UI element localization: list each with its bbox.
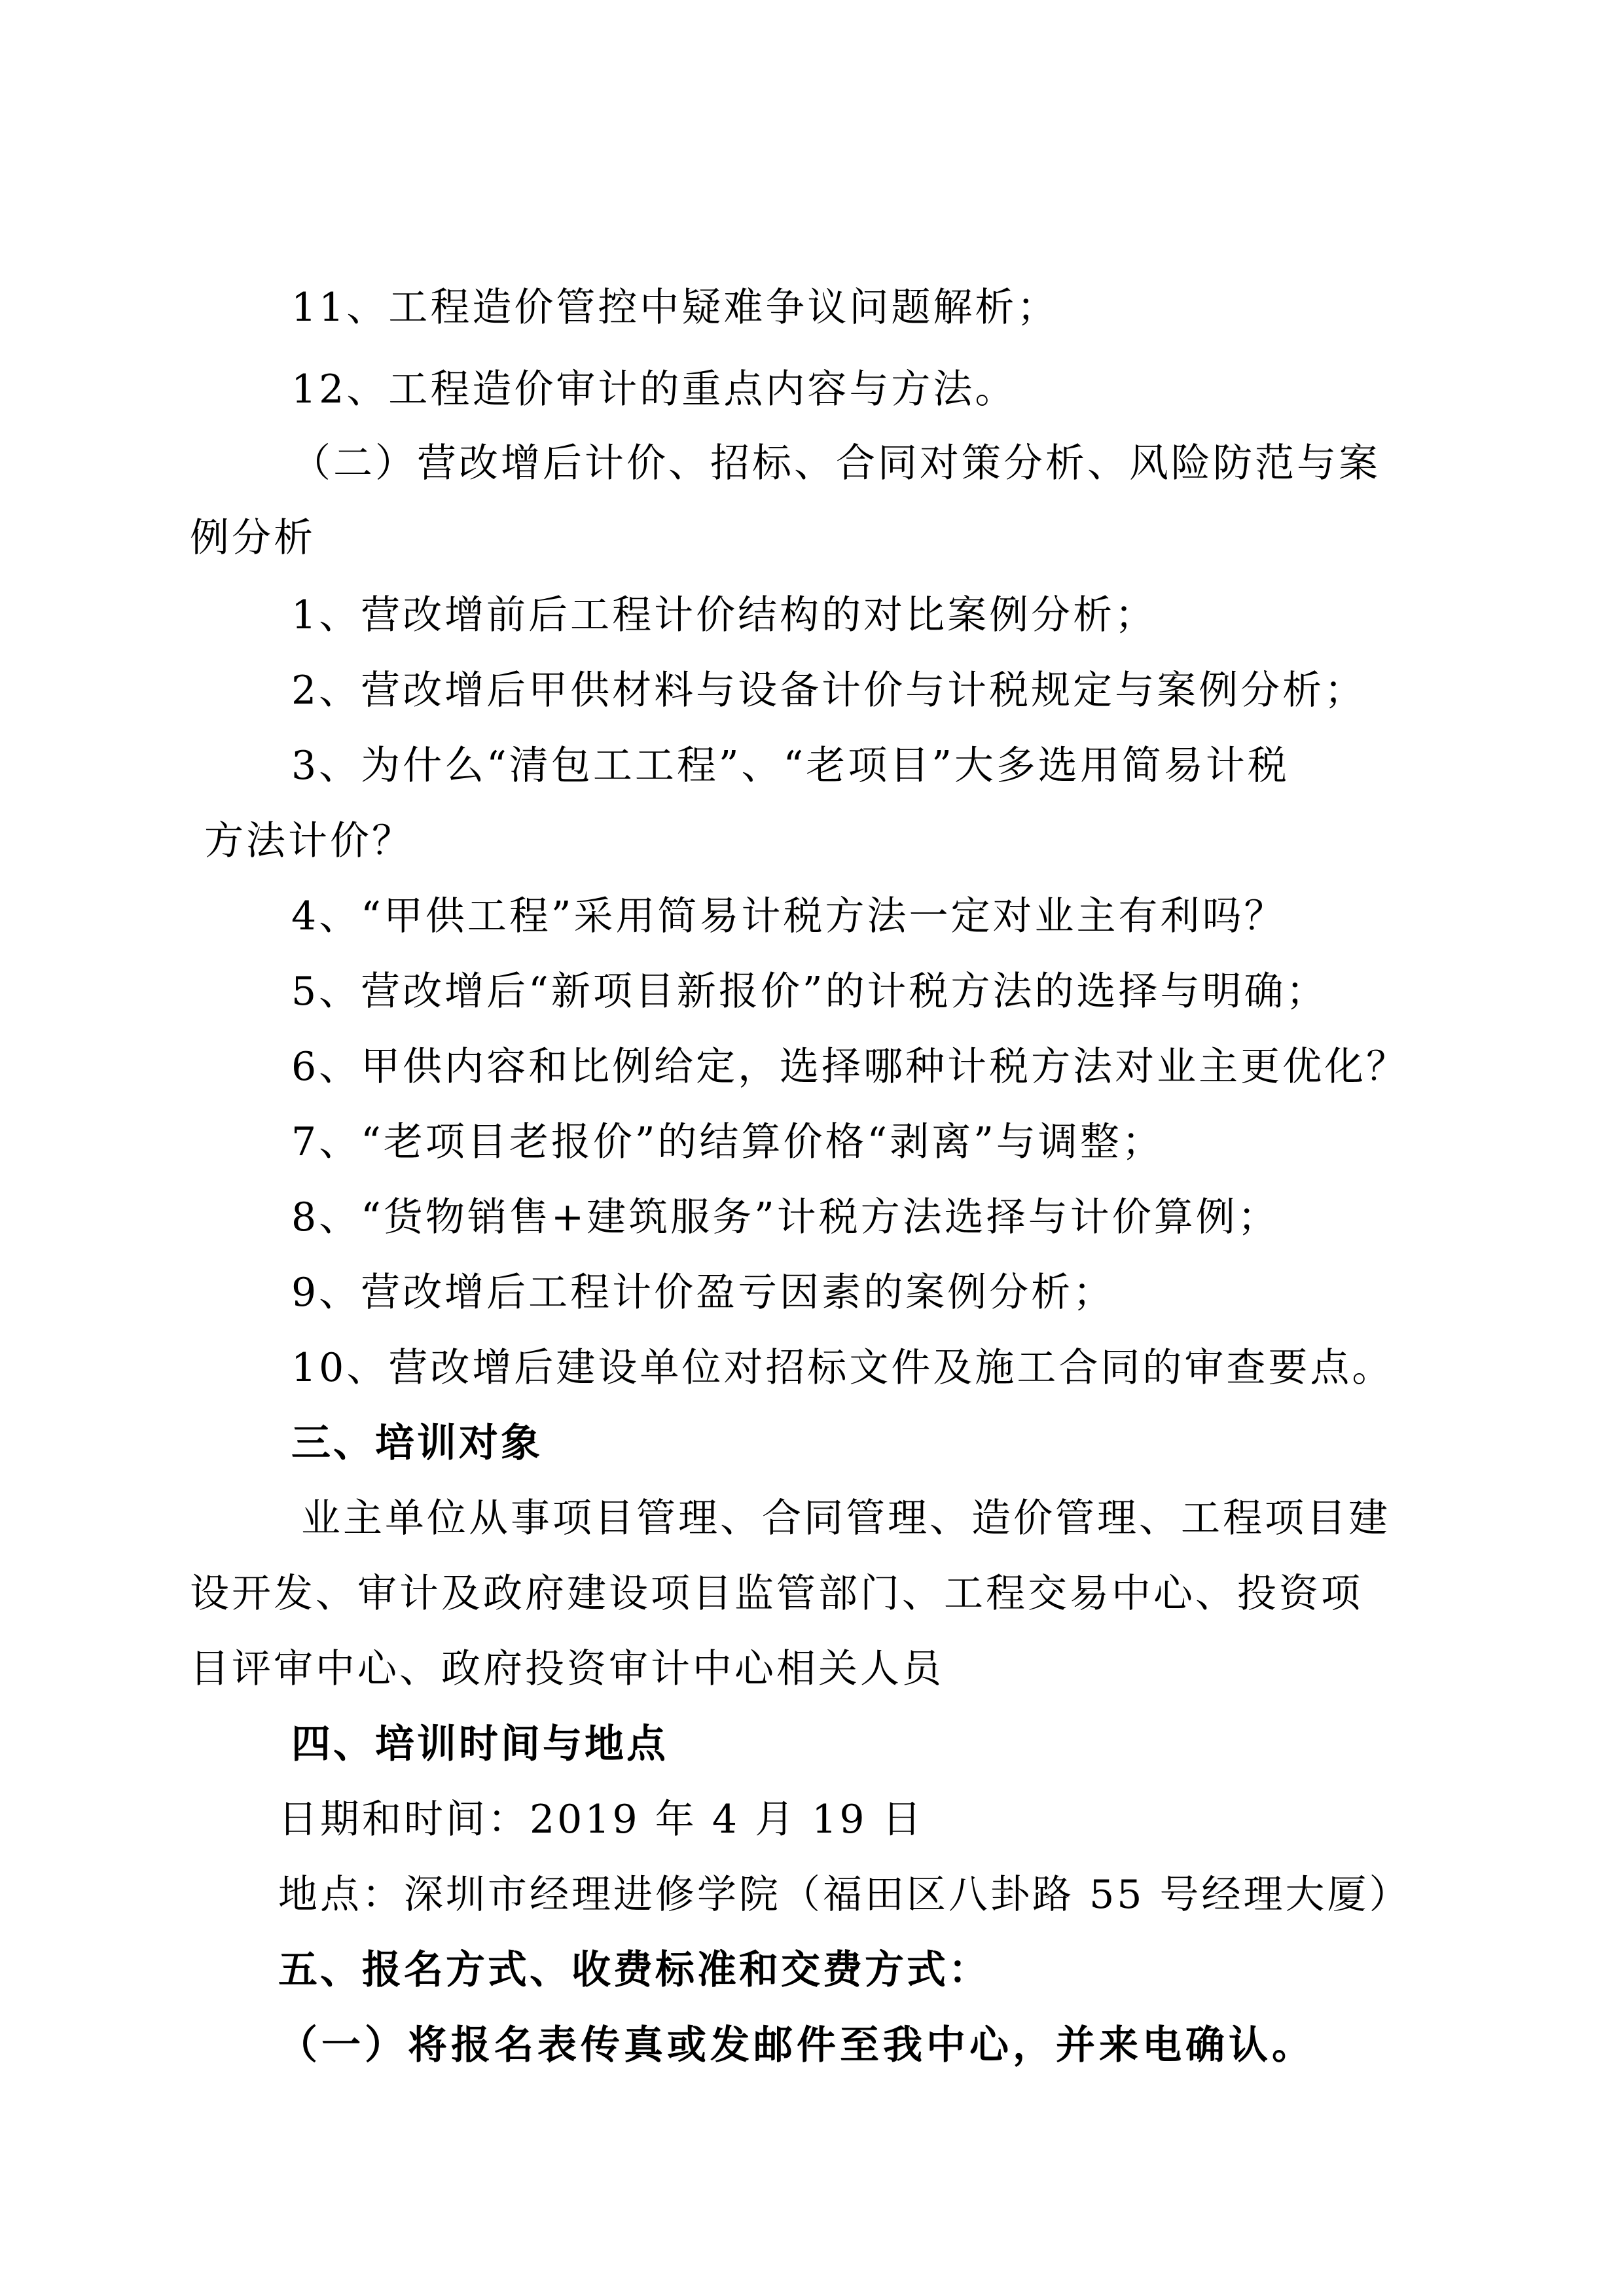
item-3-cont: 方法计价？ (204, 818, 414, 864)
item-11: 11、工程造价管控中疑难争议问题解析； (291, 285, 1059, 331)
item-3: 3、为什么“清包工工程”、“老项目”大多选用简易计税 (291, 743, 1290, 789)
section-five-heading: 五、报名方式、收费标准和交费方式： (278, 1947, 990, 1993)
item-6: 6、甲供内容和比例给定，选择哪种计税方法对业主更优化？ (291, 1044, 1409, 1090)
section-two-heading: （二）营改增后计价、招标、合同对策分析、风险防范与案 (291, 440, 1380, 486)
item-9: 9、营改增后工程计价盈亏因素的案例分析； (291, 1270, 1115, 1316)
item-12: 12、工程造价审计的重点内容与方法。 (291, 367, 1017, 412)
item-1: 1、营改增前后工程计价结构的对比案例分析； (291, 592, 1157, 638)
audience-line-1: 业主单位从事项目管理、合同管理、造价管理、工程项目建 (301, 1496, 1390, 1541)
item-7: 7、“老项目老报价”的结算价格“剥离”与调整； (291, 1119, 1164, 1165)
item-5: 5、营改增后“新项目新报价”的计税方法的选择与明确； (291, 969, 1328, 1014)
date-time-line: 日期和时间：2019 年 4 月 19 日 (278, 1797, 924, 1842)
item-10: 10、营改增后建设单位对招标文件及施工合同的审查要点。 (291, 1345, 1394, 1391)
section-two-heading-cont: 例分析 (190, 515, 316, 561)
section-four-heading: 四、培训时间与地点 (291, 1721, 668, 1767)
section-three-heading: 三、培训对象 (291, 1420, 543, 1466)
location-line: 地点：深圳市经理进修学院（福田区八卦路 55 号经理大厦） (278, 1872, 1411, 1918)
item-8: 8、“货物销售+建筑服务”计税方法选择与计价算例； (291, 1194, 1280, 1240)
registration-step-1: （一）将报名表传真或发邮件至我中心，并来电确认。 (278, 2022, 1315, 2068)
item-4: 4、“甲供工程”采用简易计税方法一定对业主有利吗？ (291, 893, 1286, 939)
audience-line-2: 设开发、审计及政府建设项目监管部门、工程交易中心、投资项 (190, 1571, 1363, 1617)
item-2: 2、营改增后甲供材料与设备计价与计税规定与案例分析； (291, 668, 1367, 713)
audience-line-3: 目评审中心、政府投资审计中心相关人员 (190, 1646, 944, 1692)
